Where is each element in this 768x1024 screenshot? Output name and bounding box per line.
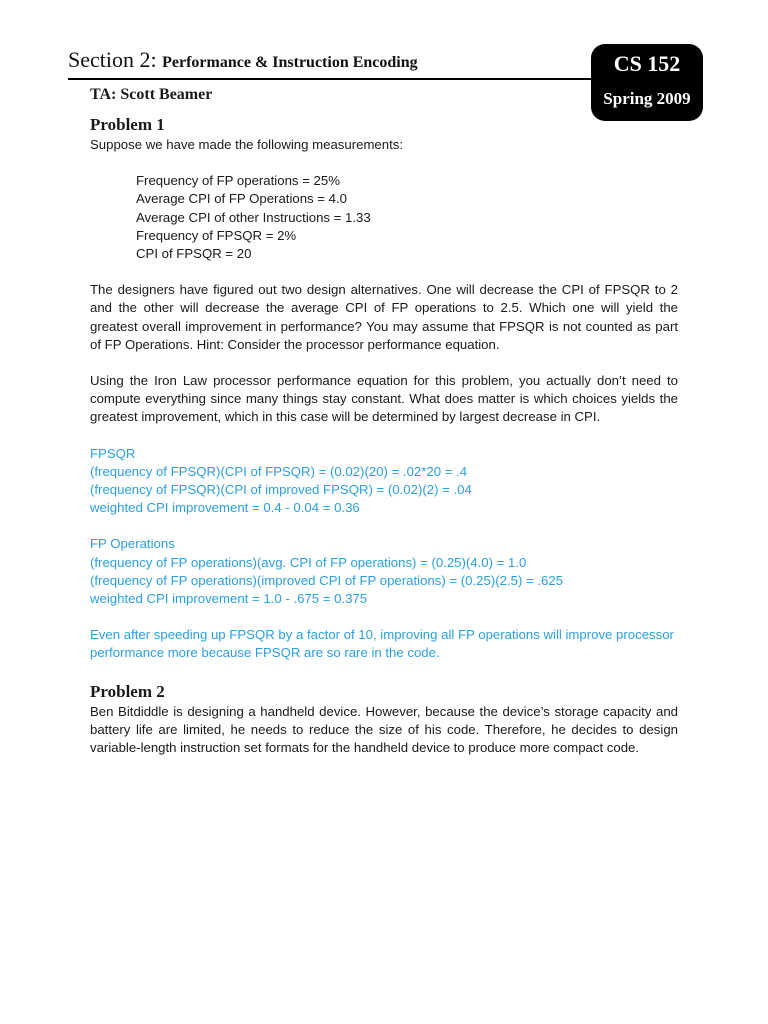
problem-2-title: Problem 2: [90, 681, 165, 701]
fpsqr-heading: FPSQR: [90, 445, 136, 461]
fpsqr-line: (frequency of FPSQR)(CPI of FPSQR) = (0.02)(20) = .02*20 = .4: [90, 463, 468, 479]
fp-operations-line: (frequency of FP operations)(improved CPI of FP operations) = (0.25)(2.5) = .625: [90, 572, 564, 588]
measurement-item: CPI of FPSQR = 20: [136, 246, 252, 262]
fpsqr-answer-block: [90, 445, 678, 518]
measurement-item: Frequency of FP operations = 25%: [136, 173, 340, 189]
fpsqr-line: (frequency of FPSQR)(CPI of improved FPSQR) = (0.02)(2) = .04: [90, 482, 472, 498]
measurement-item: Frequency of FPSQR = 2%: [136, 227, 297, 243]
problem-1-conclusion: Even after speeding up FPSQR by a factor of 10, improving all FP operations will improve processor performance more because FPSQR are so rare in the code.: [90, 627, 674, 661]
problem-1-explanation: Using the Iron Law processor performance equation for this problem, you actually don’t need to compute everything since many things stay constant. What does matter is which choices yields the greatest improvement, which in this case will be determined by largest decrease in CPI.: [90, 373, 678, 425]
problem-1-question: The designers have figured out two design alternatives. One will decrease the CPI of FPSQR to 2 and the other will decrease the average CPI of FP operations to 2.5. Which one will yield the greatest overall improvement in performance? You may assume that FPSQR is not counted as part of FP Operations. Hint: Consider the processor performance equation.: [90, 282, 678, 352]
measurement-item: Average CPI of FP Operations = 4.0: [136, 191, 347, 207]
ta-name: TA: Scott Beamer: [90, 86, 213, 103]
document-body: [90, 114, 678, 757]
fp-operations-line: (frequency of FP operations)(avg. CPI of FP operations) = (0.25)(4.0) = 1.0: [90, 554, 527, 570]
fp-operations-heading: FP Operations: [90, 536, 175, 552]
problem-1-title: Problem 1: [90, 115, 165, 134]
fpsqr-line: weighted CPI improvement = 0.4 - 0.04 = 0.36: [90, 500, 360, 516]
header-rule: [68, 78, 628, 80]
section-label: Section 2:: [68, 47, 157, 72]
fp-operations-line: weighted CPI improvement = 1.0 - .675 = 0.375: [90, 591, 368, 607]
fp-operations-answer-block: [90, 535, 678, 608]
course-term: Spring 2009: [603, 89, 691, 108]
problem-2-text: Ben Bitdiddle is designing a handheld device. However, because the device’s storage capacity and battery life are limited, he needs to reduce the size of his code. Therefore, he decides to design variable-length instruction set formats for the handheld device to produce more compact code.: [90, 703, 678, 756]
problem-1-intro: Suppose we have made the following measurements:: [90, 137, 404, 152]
measurements-list: [90, 172, 678, 263]
course-badge: [591, 44, 703, 121]
section-heading: [68, 47, 418, 73]
section-subtitle: Performance & Instruction Encoding: [162, 54, 418, 71]
course-code: CS 152: [613, 51, 681, 76]
measurement-item: Average CPI of other Instructions = 1.33: [136, 209, 371, 225]
